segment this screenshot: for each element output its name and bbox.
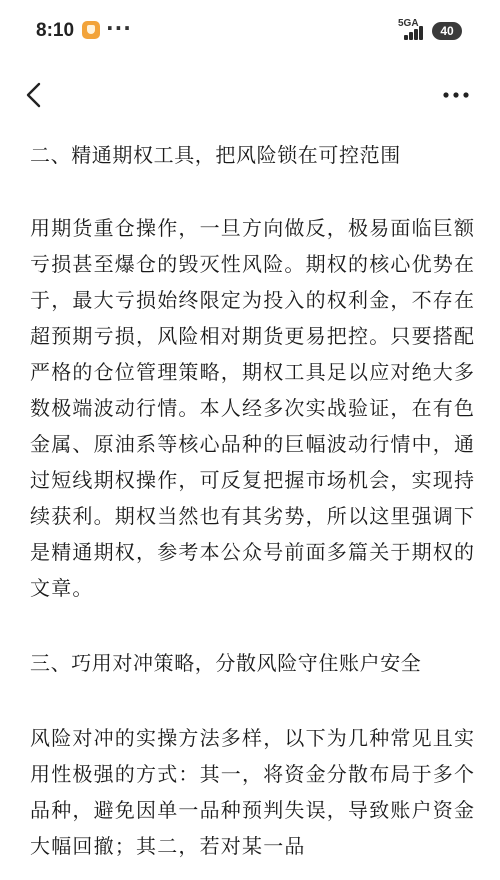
status-time: 8:10 (36, 20, 75, 41)
network-type-label: 5GA (398, 18, 419, 29)
signal-icon (404, 24, 426, 40)
more-horizontal-icon (436, 78, 476, 112)
battery-icon: 40 (432, 22, 462, 40)
section-paragraph-2: 用期货重仓操作，一旦方向做反，极易面临巨额亏损甚至爆仓的毁灭性风险。期权的核心优势在于，最大亏损始终限定为投入的权利金，不存在超预期亏损，风险相对期货更易把控。只要搭配严格的仓位管理策略，期权工具足以应对绝大多数极端波动行情。本人经多次实战验证，在有色金属、原油系等核心品种的巨幅波动行情中，通过短线期权操作，可反复把握市场机会，实现持续获利。期权当然也有其劣势，所以这里强调下是精通期权，参考本公众号前面多篇关于期权的文章。 (30, 216, 476, 600)
more-options-button[interactable] (436, 78, 476, 112)
app-notification-icon (82, 21, 100, 39)
back-button[interactable] (18, 78, 52, 112)
section-heading-2: 二、精通期权工具，把风险锁在可控范围 (30, 143, 401, 167)
nav-bar (0, 64, 500, 128)
article-content (30, 138, 478, 864)
section-heading-3: 三、巧用对冲策略，分散风险守住账户安全 (30, 651, 422, 675)
status-bar (0, 0, 500, 64)
more-notifications-icon: ··· (106, 16, 132, 40)
chevron-left-icon (18, 78, 52, 112)
section-paragraph-3: 风险对冲的实操方法多样，以下为几种常见且实用性极强的方式：其一，将资金分散布局于多个品种，避免因单一品种预判失误，导致账户资金大幅回撤；其二，若对某一品 (30, 726, 476, 858)
